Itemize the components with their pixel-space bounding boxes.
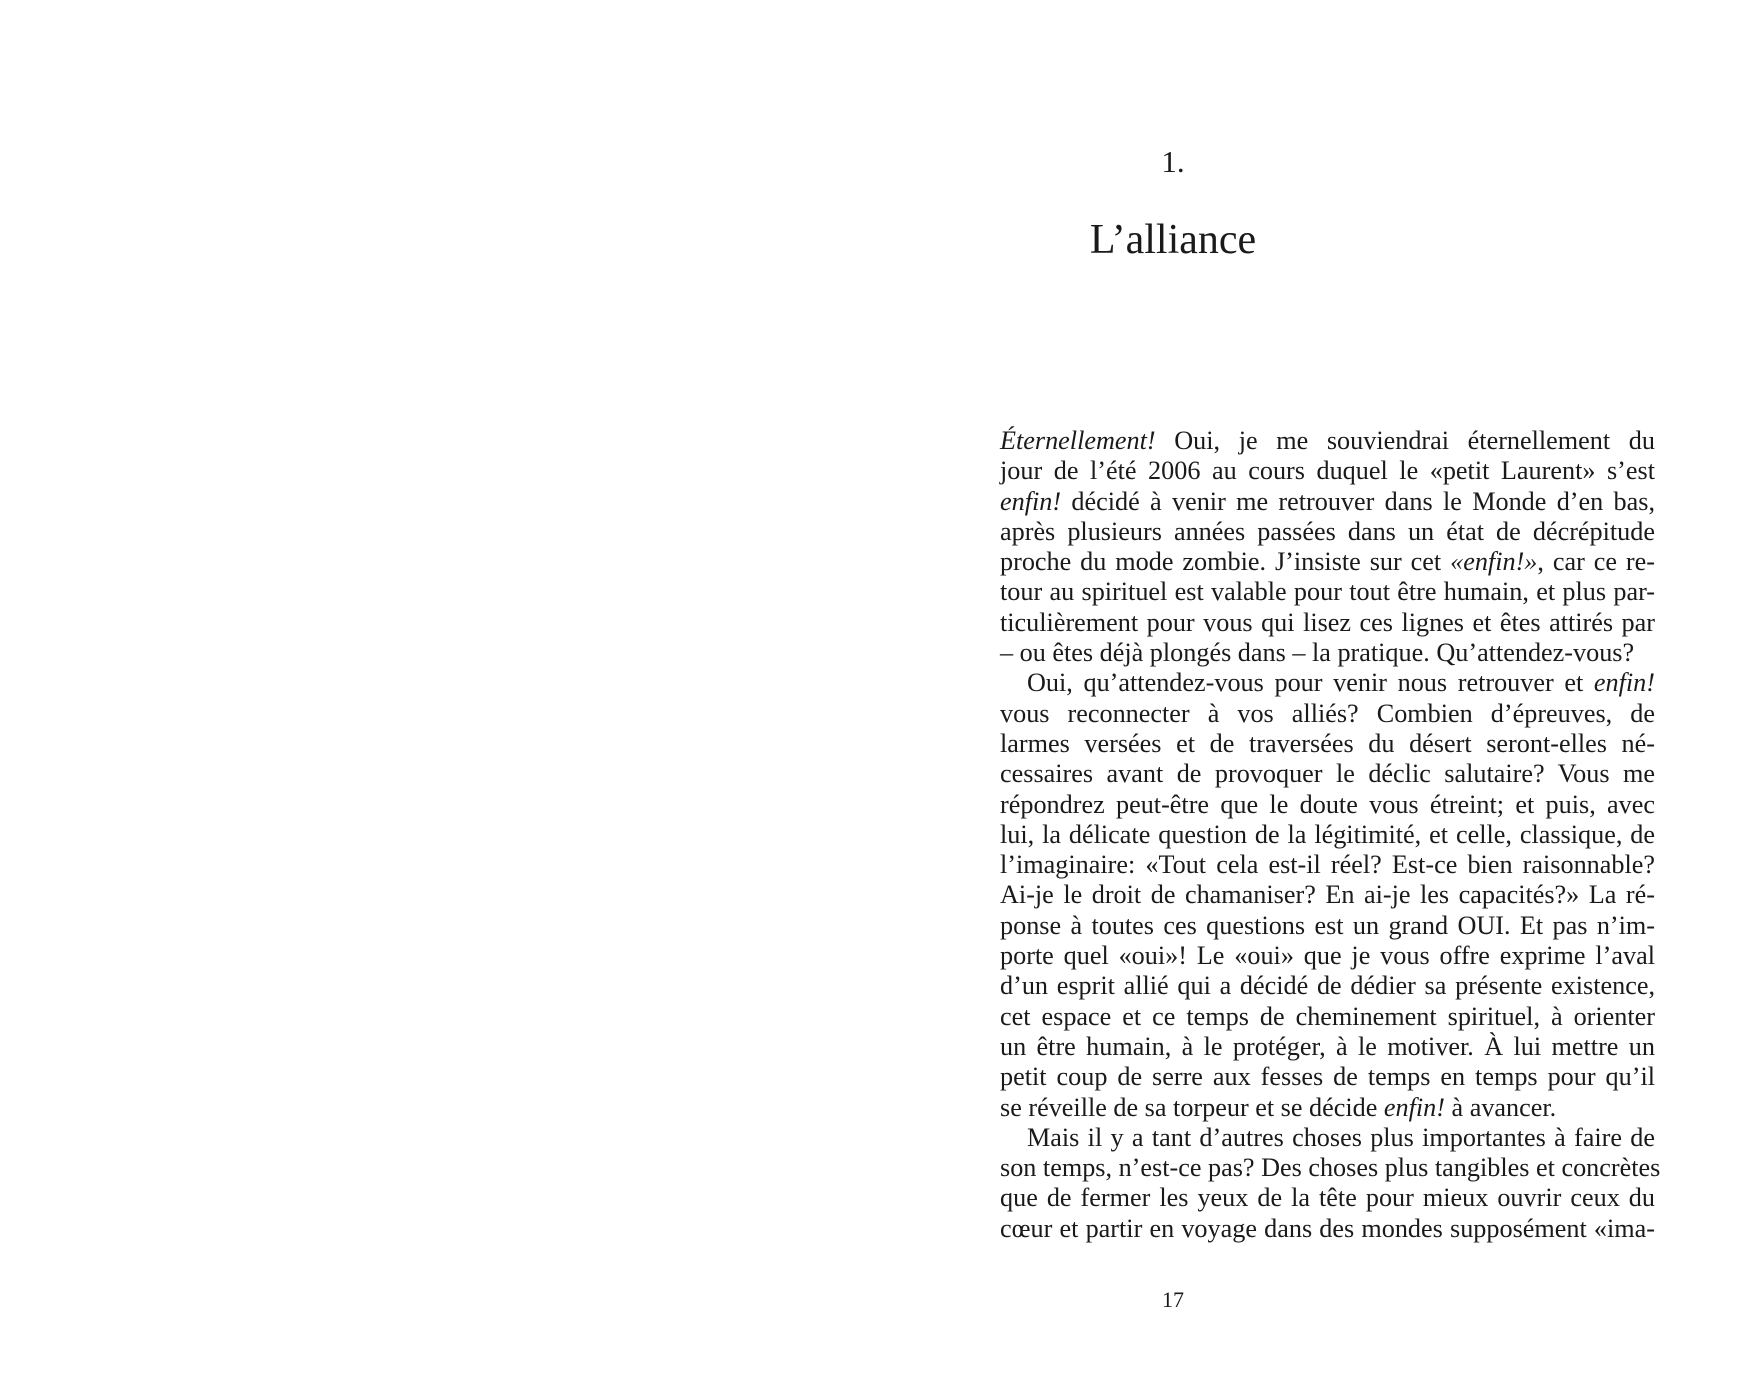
text-line bbox=[1000, 941, 1655, 971]
text-line bbox=[1000, 880, 1655, 910]
text-line bbox=[1000, 517, 1655, 547]
text-segment: que de fermer les yeux de la tête pour mieux ouvrir ceux du bbox=[1000, 1183, 1655, 1213]
text-line bbox=[1000, 1002, 1655, 1032]
text-segment: ticulièrement pour vous qui lisez ces lignes et êtes attirés par bbox=[1000, 607, 1655, 637]
text-segment: Oui, je me souviendrai éternellement du bbox=[1155, 426, 1655, 455]
page-number: 17 bbox=[1162, 1287, 1184, 1312]
text-segment: son temps, n’est-ce pas? Des choses plus tangibles et concrètes bbox=[1000, 1153, 1661, 1183]
text-line bbox=[1000, 1032, 1655, 1062]
text-line bbox=[1000, 911, 1655, 941]
text-segment: l’imaginaire: «Tout cela est-il réel? Est-ce bien raisonnable? bbox=[1000, 850, 1655, 880]
text-line bbox=[1000, 456, 1655, 486]
paragraph bbox=[1000, 1122, 1661, 1244]
text-line bbox=[1000, 790, 1655, 820]
text-line bbox=[1000, 1183, 1655, 1213]
text-segment: répondrez peut-être que le doute vous étreint; et puis, avec bbox=[1000, 789, 1655, 819]
text-line bbox=[1000, 668, 1655, 698]
text-line bbox=[1000, 547, 1655, 577]
text-line bbox=[1000, 1062, 1655, 1092]
text-segment: , car ce re- bbox=[1537, 547, 1656, 577]
italic-text: enfin! bbox=[1593, 668, 1655, 698]
text-line bbox=[1000, 638, 1655, 668]
text-line bbox=[1000, 1123, 1655, 1153]
text-line bbox=[1000, 729, 1655, 759]
body-text bbox=[1000, 426, 1661, 1244]
text-segment: cœur et partir en voyage dans des mondes supposément «ima- bbox=[1000, 1213, 1655, 1243]
text-segment: cet espace et ce temps de cheminement spirituel, à orienter bbox=[1000, 1001, 1655, 1031]
text-line bbox=[1000, 426, 1655, 456]
text-line bbox=[1000, 1093, 1655, 1123]
text-segment: proche du mode zombie. J’insiste sur cet bbox=[1000, 547, 1451, 577]
text-segment: à avancer. bbox=[1445, 1092, 1557, 1122]
text-line bbox=[1000, 487, 1655, 517]
text-line bbox=[1000, 699, 1655, 729]
text-segment: cessaires avant de provoquer le déclic salutaire? Vous me bbox=[1000, 759, 1655, 789]
italic-text: Éternellement! bbox=[1000, 426, 1156, 455]
text-segment: se réveille de sa torpeur et se décide bbox=[1000, 1092, 1384, 1122]
text-segment: décidé à venir me retrouver dans le Monde d’en bas, bbox=[1061, 486, 1655, 516]
text-segment: ponse à toutes ces questions est un grand OUI. Et pas n’im- bbox=[1000, 910, 1655, 940]
text-segment: larmes versées et de traversées du désert seront-elles né- bbox=[1000, 728, 1655, 758]
text-segment: porte quel «oui»! Le «oui» que je vous offre exprime l’aval bbox=[1000, 941, 1655, 971]
text-line bbox=[1000, 759, 1655, 789]
text-segment: après plusieurs années passées dans un état de décrépitude bbox=[1000, 516, 1655, 546]
text-segment: Oui, qu’attendez-vous pour venir nous retrouver et bbox=[1027, 668, 1594, 698]
text-segment: – ou êtes déjà plongés dans – la pratique. Qu’attendez-vous? bbox=[1000, 638, 1635, 668]
text-segment: vous reconnecter à vos alliés? Combien d’épreuves, de bbox=[1000, 698, 1655, 728]
text-segment: jour de l’été 2006 au cours duquel le «petit Laurent» s’est bbox=[1000, 456, 1655, 486]
text-line bbox=[1000, 971, 1655, 1001]
italic-text: enfin! bbox=[1000, 486, 1062, 516]
text-line bbox=[1000, 1153, 1661, 1183]
text-segment: lui, la délicate question de la légitimité, et celle, classique, de bbox=[1000, 819, 1655, 849]
text-segment: un être humain, à le protéger, à le motiver. À lui mettre un bbox=[1000, 1031, 1655, 1061]
text-segment: Ai-je le droit de chamaniser? En ai-je les capacités?» La ré- bbox=[1000, 880, 1655, 910]
text-segment: Mais il y a tant d’autres choses plus importantes à faire de bbox=[1027, 1122, 1655, 1152]
text-segment: petit coup de serre aux fesses de temps en temps pour qu’il bbox=[1000, 1062, 1655, 1092]
chapter-title: L’alliance bbox=[1089, 217, 1257, 263]
text-line bbox=[1000, 850, 1655, 880]
text-line bbox=[1000, 1214, 1655, 1244]
italic-text: «enfin!» bbox=[1450, 547, 1538, 577]
text-segment: tour au spirituel est valable pour tout être humain, et plus par- bbox=[1000, 577, 1655, 607]
text-line bbox=[1000, 577, 1655, 607]
text-line bbox=[1000, 608, 1655, 638]
text-segment: d’un esprit allié qui a décidé de dédier sa présente existence, bbox=[1000, 971, 1655, 1001]
paragraph bbox=[1000, 426, 1655, 668]
paragraph bbox=[1000, 668, 1655, 1122]
text-line bbox=[1000, 820, 1655, 850]
chapter-number: 1. bbox=[1161, 144, 1185, 179]
italic-text: enfin! bbox=[1383, 1092, 1445, 1122]
